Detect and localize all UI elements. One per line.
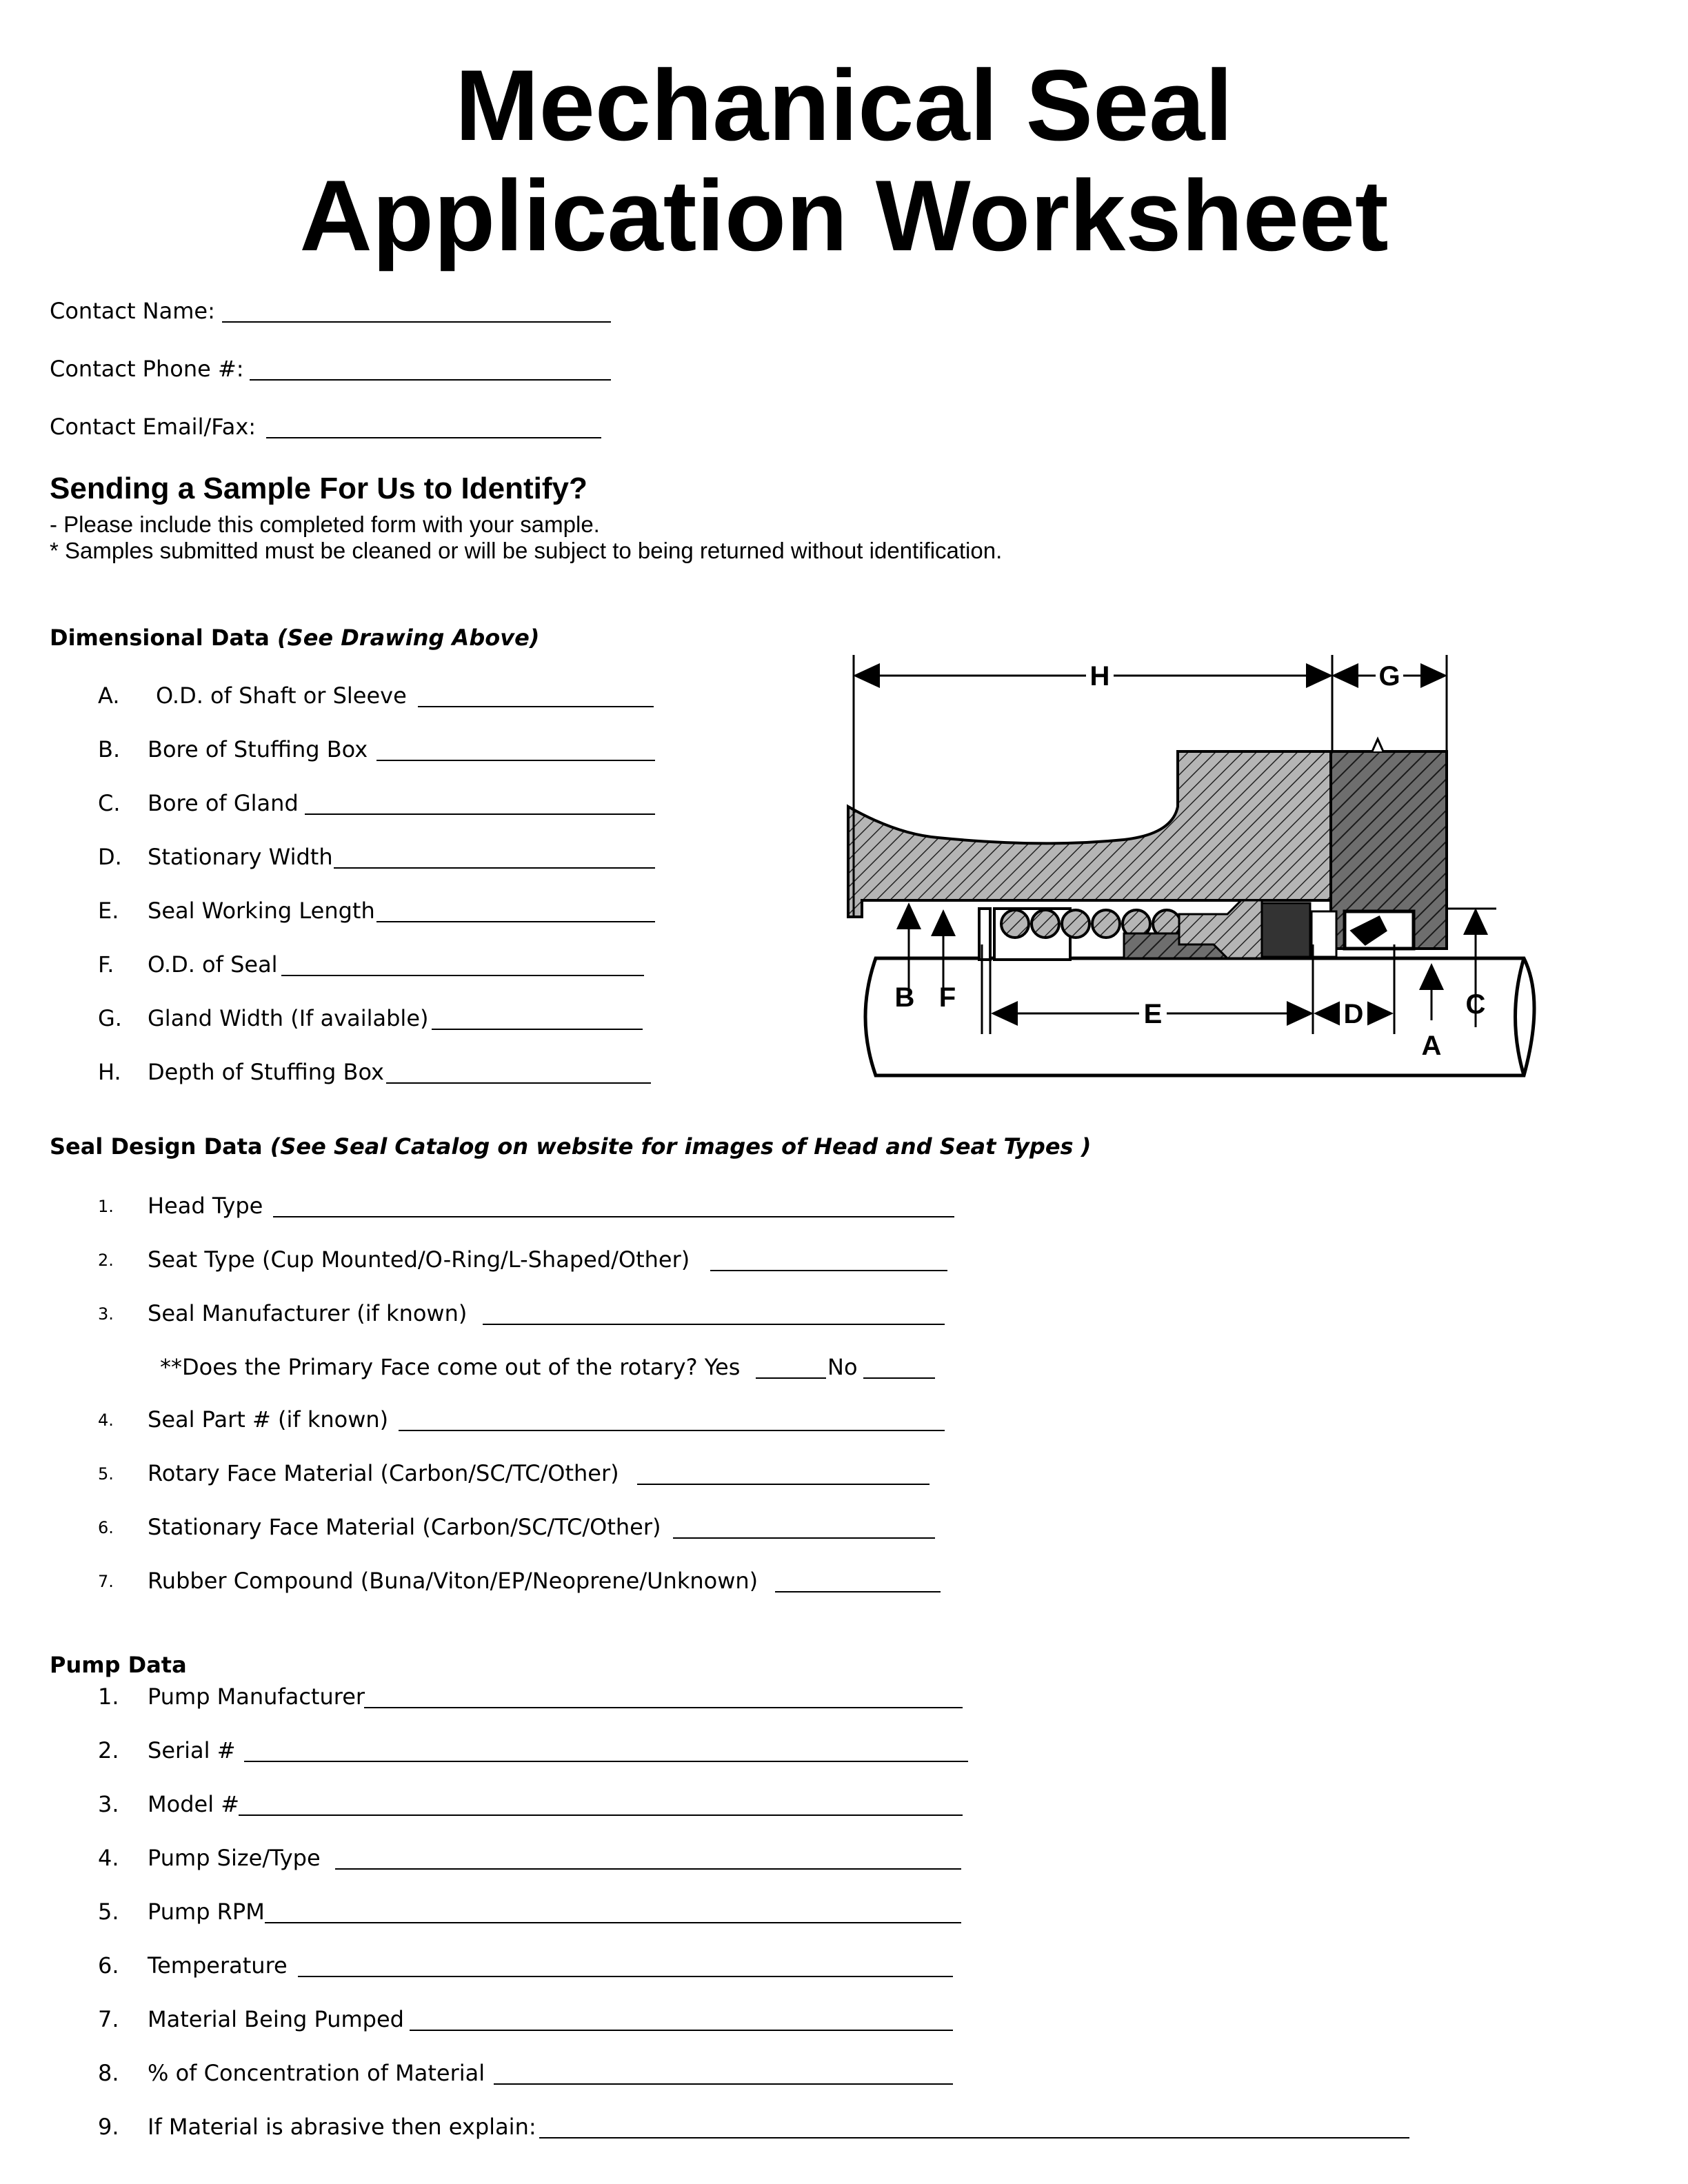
stuffing-box-depth-field[interactable] xyxy=(386,1082,651,1084)
dimension-g-label: G xyxy=(1378,661,1400,691)
dimension-f-label: F xyxy=(938,982,956,1013)
sample-heading: Sending a Sample For Us to Identify? xyxy=(50,472,587,505)
seal-part-number-field[interactable] xyxy=(399,1430,945,1431)
seal-od-field[interactable] xyxy=(281,975,644,976)
working-length-field[interactable] xyxy=(376,921,655,922)
seal-design-heading-text: Seal Design Data xyxy=(50,1133,263,1160)
primary-face-no-field[interactable] xyxy=(863,1377,935,1379)
shaft-od-field[interactable] xyxy=(418,706,654,707)
seal-item-number: 5. xyxy=(98,1464,114,1484)
dimension-a-label: A xyxy=(1421,1031,1442,1061)
model-number-field[interactable] xyxy=(239,1814,963,1816)
dimensional-label: Gland Width (If available) xyxy=(148,1005,429,1031)
pump-item-number: 9. xyxy=(98,2114,119,2140)
seal-item-label: Stationary Face Material (Carbon/SC/TC/Other) xyxy=(148,1514,661,1540)
abrasive-explanation-field[interactable] xyxy=(539,2137,1409,2138)
dimensional-label: Depth of Stuffing Box xyxy=(148,1059,384,1085)
seal-design-heading-note: (See Seal Catalog on website for images of Head and Seat Types ) xyxy=(270,1133,1092,1160)
dimensional-letter: D. xyxy=(98,844,122,870)
pump-manufacturer-field[interactable] xyxy=(364,1707,963,1708)
pump-item-number: 2. xyxy=(98,1737,119,1763)
stationary-face-material-field[interactable] xyxy=(673,1537,935,1539)
pump-size-type-field[interactable] xyxy=(335,1868,961,1870)
dimension-c-label: C xyxy=(1465,989,1486,1020)
seal-item-number: 2. xyxy=(98,1251,114,1270)
gland-bore-field[interactable] xyxy=(305,813,655,815)
dimensional-label: Bore of Stuffing Box xyxy=(148,736,368,762)
pump-item-number: 1. xyxy=(98,1684,119,1710)
pump-item-label: Pump RPM xyxy=(148,1899,265,1925)
pump-item-label: Pump Size/Type xyxy=(148,1845,321,1871)
contact-phone-field[interactable] xyxy=(250,379,611,381)
pump-item-number: 5. xyxy=(98,1899,119,1925)
dimension-b-label: B xyxy=(894,982,915,1013)
pump-item-number: 7. xyxy=(98,2006,119,2032)
pump-item-label: % of Concentration of Material xyxy=(148,2060,485,2086)
seal-item-label: Seat Type (Cup Mounted/O-Ring/L-Shaped/Other) xyxy=(148,1246,690,1273)
pump-item-label: Serial # xyxy=(148,1737,236,1763)
primary-face-question-text: **Does the Primary Face come out of the rotary? Yes xyxy=(160,1354,741,1380)
dimensional-letter: F. xyxy=(98,951,114,978)
dimensional-label: Bore of Gland xyxy=(148,790,299,816)
dimensional-label: Stationary Width xyxy=(148,844,333,870)
page-title-line-2: Application Worksheet xyxy=(299,159,1389,272)
serial-number-field[interactable] xyxy=(244,1761,968,1762)
pump-item-label: Model # xyxy=(148,1791,240,1817)
seal-dimension-diagram xyxy=(834,641,1558,1096)
dimensional-letter: H. xyxy=(98,1059,121,1085)
dimension-h-label: H xyxy=(1089,661,1110,691)
contact-name-field[interactable] xyxy=(222,321,611,323)
pump-item-label: If Material is abrasive then explain: xyxy=(148,2114,536,2140)
sample-note-1: - Please include this completed form with your sample. xyxy=(50,512,600,537)
dimension-d-label: D xyxy=(1343,999,1364,1029)
seal-item-number: 6. xyxy=(98,1518,114,1537)
seal-item-number: 1. xyxy=(98,1197,114,1216)
pump-rpm-field[interactable] xyxy=(265,1922,961,1923)
dimensional-letter: C. xyxy=(98,790,121,816)
rubber-compound-field[interactable] xyxy=(775,1591,941,1593)
dimensional-letter: A. xyxy=(98,682,120,709)
pump-item-number: 4. xyxy=(98,1845,119,1871)
contact-email-label: Contact Email/Fax: xyxy=(50,414,257,440)
material-pumped-field[interactable] xyxy=(410,2030,953,2031)
seal-item-label: Head Type xyxy=(148,1193,263,1219)
contact-phone-label: Contact Phone #: xyxy=(50,356,244,382)
dimensional-heading-text: Dimensional Data xyxy=(50,625,270,651)
dimensional-letter: B. xyxy=(98,736,121,762)
dimensional-letter: E. xyxy=(98,898,119,924)
pump-data-heading: Pump Data xyxy=(50,1652,187,1678)
dimensional-label: O.D. of Seal xyxy=(148,951,278,978)
primary-face-no-label: No xyxy=(827,1354,858,1380)
dimensional-heading-note: (See Drawing Above) xyxy=(277,625,540,651)
stationary-width-field[interactable] xyxy=(334,867,655,869)
stuffing-box-bore-field[interactable] xyxy=(376,760,655,761)
gland-width-field[interactable] xyxy=(432,1029,643,1030)
pump-item-label: Pump Manufacturer xyxy=(148,1684,365,1710)
pump-item-label: Temperature xyxy=(148,1952,288,1979)
pump-item-number: 6. xyxy=(98,1952,119,1979)
seal-manufacturer-field[interactable] xyxy=(483,1324,945,1325)
gland-notch-icon xyxy=(1372,739,1383,751)
dimensional-letter: G. xyxy=(98,1005,122,1031)
seat-type-field[interactable] xyxy=(710,1270,947,1271)
temperature-field[interactable] xyxy=(298,1976,953,1977)
seal-item-label: Seal Manufacturer (if known) xyxy=(148,1300,468,1326)
rotary-face-material-field[interactable] xyxy=(637,1484,930,1485)
pump-item-number: 3. xyxy=(98,1791,119,1817)
seal-item-label: Rotary Face Material (Carbon/SC/TC/Other) xyxy=(148,1460,619,1486)
contact-email-field[interactable] xyxy=(266,437,601,438)
dimensional-data-heading xyxy=(50,625,539,651)
head-type-field[interactable] xyxy=(273,1216,954,1217)
contact-name-label: Contact Name: xyxy=(50,298,215,324)
seal-item-label: Rubber Compound (Buna/Viton/EP/Neoprene/Unknown) xyxy=(148,1568,758,1594)
dimensional-label: O.D. of Shaft or Sleeve xyxy=(156,682,407,709)
page-title-line-1: Mechanical Seal xyxy=(454,49,1233,161)
pump-item-number: 8. xyxy=(98,2060,119,2086)
seal-item-label: Seal Part # (if known) xyxy=(148,1406,389,1433)
stuffing-box-shape xyxy=(848,751,1331,917)
primary-face-yes-field[interactable] xyxy=(756,1377,826,1379)
dimension-e-label: E xyxy=(1143,999,1163,1029)
sample-note-2: * Samples submitted must be cleaned or will be subject to being returned without identification. xyxy=(50,538,1003,563)
seal-item-number: 4. xyxy=(98,1410,114,1430)
pump-item-label: Material Being Pumped xyxy=(148,2006,404,2032)
concentration-field[interactable] xyxy=(494,2083,953,2085)
seal-design-heading xyxy=(50,1133,1091,1160)
seal-item-number: 7. xyxy=(98,1572,114,1591)
seal-item-number: 3. xyxy=(98,1304,114,1324)
dimensional-label: Seal Working Length xyxy=(148,898,375,924)
